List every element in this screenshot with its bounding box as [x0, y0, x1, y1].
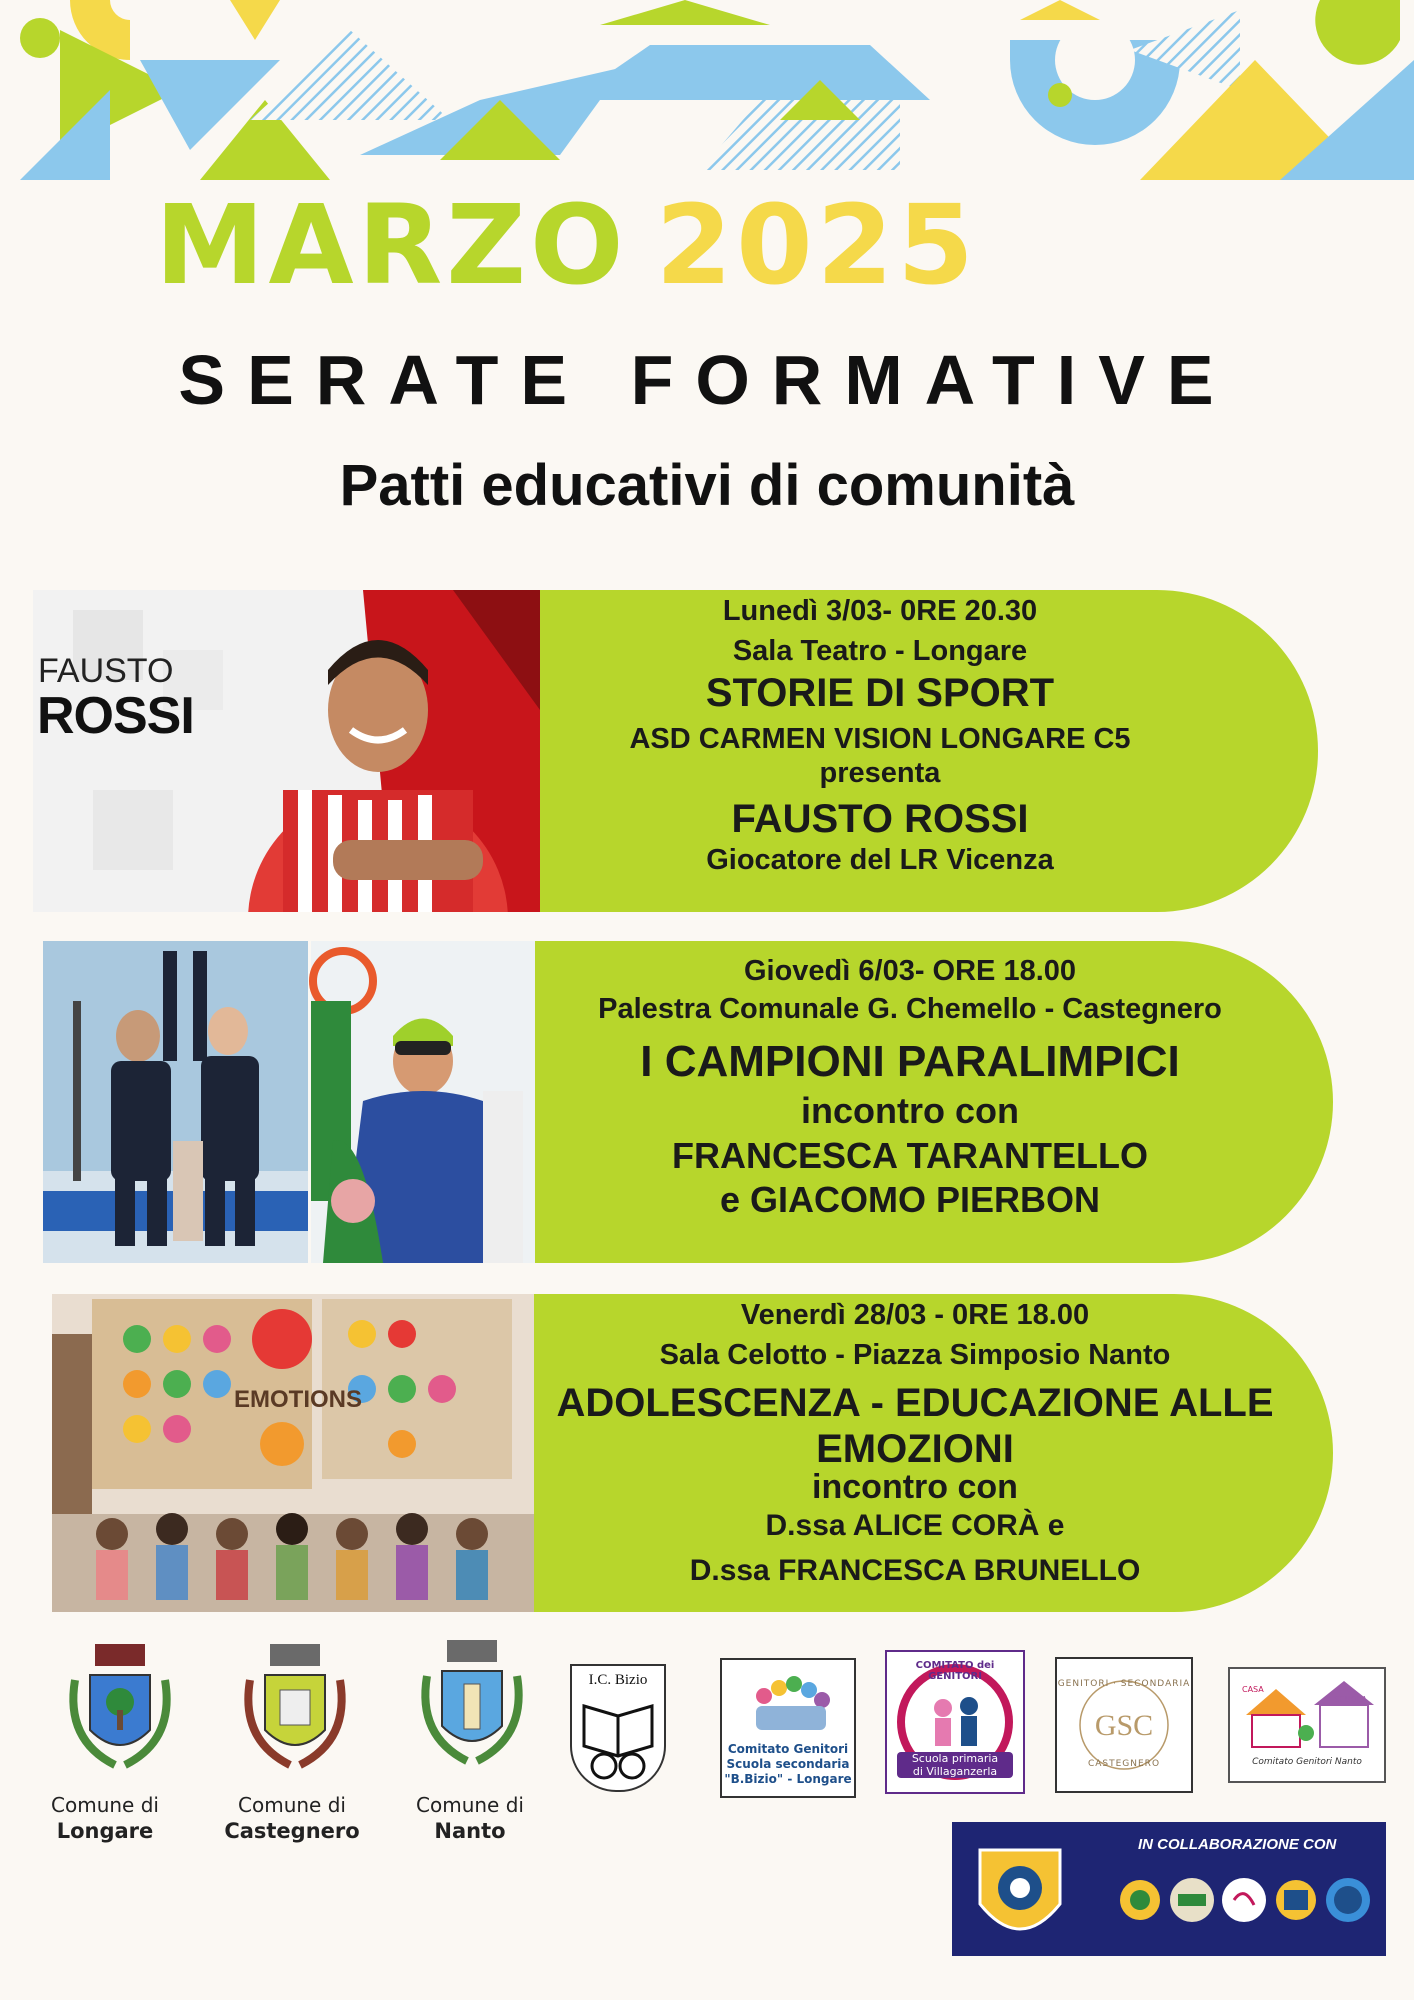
event-title: STORIE DI SPORT [705, 671, 1055, 716]
comune-prefix: Comune di [51, 1793, 159, 1817]
nanto-caption: Comitato Genitori Nanto [1252, 1757, 1362, 1767]
collaboration-label: IN COLLABORAZIONE CON [1138, 1836, 1337, 1853]
event-1-details [600, 594, 1160, 877]
subtitle: SERATE FORMATIVE [178, 341, 1236, 419]
comitato-villaganzerla-logo [885, 1650, 1025, 1794]
comune-nanto-caption [385, 1793, 555, 1844]
deco-circle [20, 18, 60, 58]
ic-bizio-logo [570, 1664, 666, 1792]
event-guest: FRANCESCA TARANTELLO [672, 1134, 1148, 1176]
event-organizer: ASD CARMEN VISION LONGARE C5 [629, 722, 1131, 755]
event-venue: Sala Celotto - Piazza Simposio Nanto [659, 1339, 1171, 1372]
comune-longare-caption [20, 1793, 190, 1844]
castegnero-bottom-text: CASTEGNERO [1087, 1759, 1161, 1769]
genitori-castegnero-logo [1055, 1657, 1193, 1793]
logo-text-line: Scuola primaria [911, 1752, 999, 1765]
title-month: MARZO [155, 181, 628, 309]
castegnero-coat-of-arms [235, 1640, 355, 1780]
event-3-details [545, 1298, 1285, 1588]
nanto-coat-of-arms [412, 1636, 532, 1776]
event-date: Lunedì 3/03- 0RE 20.30 [722, 595, 1038, 627]
longare-coat-of-arms [60, 1640, 180, 1780]
event-guest-2: e GIACOMO PIERBON [719, 1179, 1101, 1221]
comitato-bizio-text [722, 1742, 854, 1787]
event-guest-role: Giocatore del LR Vicenza [706, 844, 1054, 877]
collaboration-banner [952, 1822, 1386, 1956]
deco-triangle [600, 0, 770, 25]
deco-dot [1048, 83, 1072, 107]
event-title: ADOLESCENZA - EDUCAZIONE ALLE [556, 1381, 1274, 1426]
castegnero-monogram: GSC [1094, 1709, 1154, 1742]
comune-prefix: Comune di [238, 1793, 346, 1817]
deco-triangle [1020, 0, 1100, 20]
event-venue: Sala Teatro - Longare [732, 635, 1028, 668]
comune-name: Longare [56, 1819, 154, 1843]
comune-name: Castegnero [224, 1819, 360, 1843]
villaganzerla-title: COMITATO dei GENITORI [915, 1660, 995, 1682]
comune-name: Nanto [434, 1819, 506, 1843]
carmen-vision-badge [974, 1844, 1066, 1948]
comune-prefix: Comune di [416, 1793, 524, 1817]
comitato-bizio-logo [720, 1658, 856, 1798]
event-guest-2: D.ssa FRANCESCA BRUNELLO [689, 1554, 1141, 1588]
sponsor-logos [1108, 1870, 1378, 1930]
logo-text-line: "B.Bizio" - Longare [724, 1772, 852, 1786]
nanto-scuola-label: SCUOLA [1334, 1695, 1367, 1704]
castegnero-top-text: GENITORI · SECONDARIA [1057, 1679, 1191, 1689]
logo-text-line: di Villaganzerla [912, 1765, 998, 1779]
event-intro: incontro con [801, 1090, 1019, 1132]
event-guest: FAUSTO ROSSI [731, 797, 1029, 842]
ic-bizio-name: I.C. Bizio [588, 1672, 648, 1688]
comune-castegnero-caption [207, 1793, 377, 1844]
title-year: 2025 [655, 181, 978, 309]
event-title: I CAMPIONI PARALIMPICI [640, 1037, 1180, 1087]
deco-arc [1315, 0, 1400, 65]
event-1-photo [33, 590, 540, 912]
logo-text-line: Comitato Genitori [727, 1742, 849, 1756]
event-presents: presenta [819, 756, 941, 789]
deco-triangle [230, 0, 280, 40]
photo-caption-last: ROSSI [37, 687, 194, 745]
tagline: Patti educativi di comunità [339, 453, 1075, 518]
deco-hatched-triangle [250, 30, 450, 120]
comitato-nanto-logo [1228, 1667, 1386, 1783]
main-title [155, 181, 978, 309]
photo-emotions-label: EMOTIONS [234, 1386, 363, 1413]
logo-text-line: Scuola secondaria [726, 1757, 850, 1771]
event-guest: D.ssa ALICE CORÀ e [765, 1508, 1065, 1542]
event-2-details [560, 954, 1260, 1222]
event-2-photo [43, 941, 535, 1263]
villaganzerla-school [897, 1752, 1013, 1778]
event-date: Venerdì 28/03 - 0RE 18.00 [740, 1299, 1090, 1331]
event-date: Giovedì 6/03- ORE 18.00 [743, 955, 1077, 987]
deco-band [570, 45, 930, 100]
event-intro: incontro con [812, 1467, 1018, 1506]
event-title-2: EMOZIONI [816, 1426, 1014, 1471]
photo-caption-first: FAUSTO [38, 652, 174, 690]
event-venue: Palestra Comunale G. Chemello - Castegnero [598, 993, 1222, 1026]
event-3-photo [52, 1294, 534, 1612]
nanto-casa-label: CASA [1242, 1685, 1264, 1694]
